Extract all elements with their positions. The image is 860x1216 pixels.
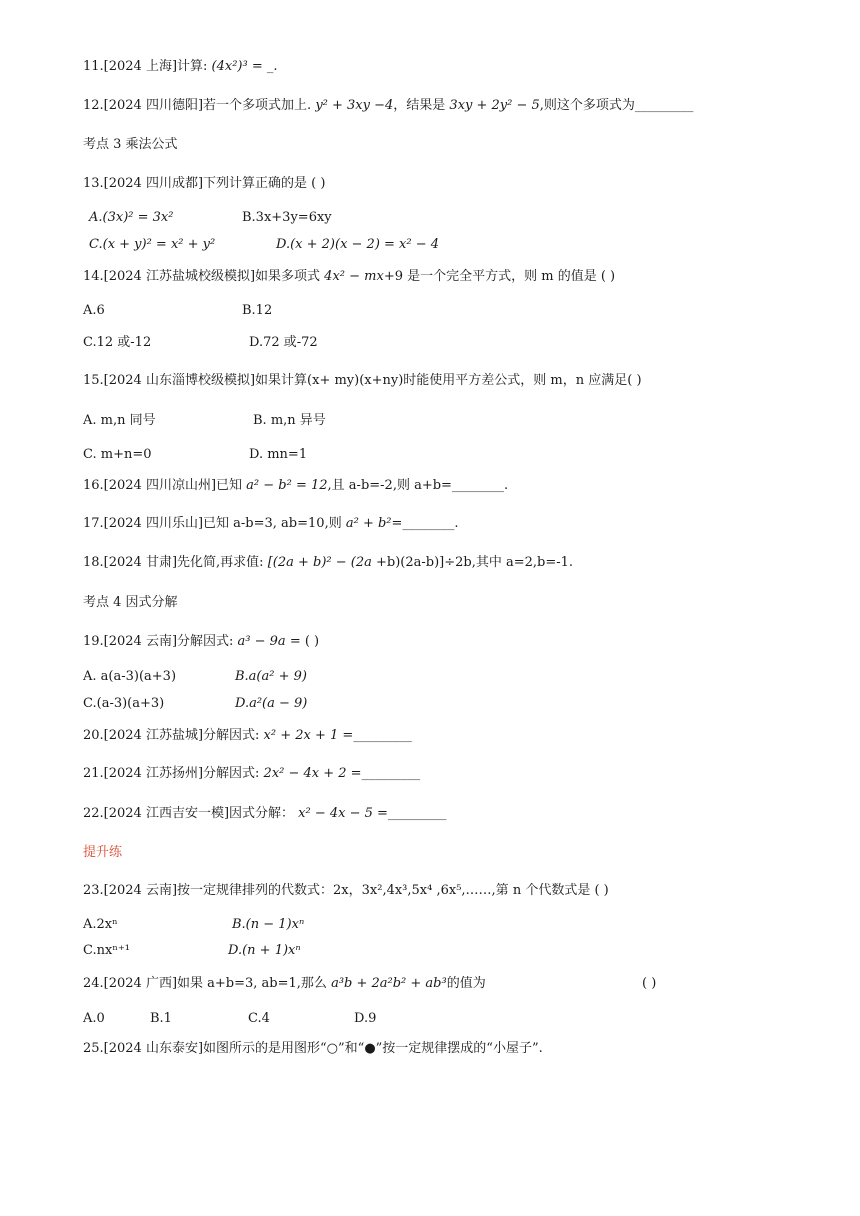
option-d: D.(n + 1)xⁿ <box>228 943 301 958</box>
answer-paren: ( ) <box>642 976 657 991</box>
math-expression: a² + b² <box>345 516 392 531</box>
question-13: 13.[2024 四川成都]下列计算正确的是 ( ) <box>83 176 326 191</box>
question-23: 23.[2024 云南]按一定规律排列的代数式：2x，3x²,4x³,5x⁴ ,6x⁵,……,第 n 个代数式是 ( ) <box>83 883 609 898</box>
question-21: 21.[2024 江苏扬州]分解因式: 2x² − 4x + 2 =_________ <box>83 766 421 781</box>
question-20: 20.[2024 江苏盐城]分解因式: x² + 2x + 1 =_________ <box>83 728 412 743</box>
math-expression: (4x²)³ = _. <box>211 59 278 74</box>
question-16: 16.[2024 四川凉山州]已知 a² − b² = 12,且 a-b=-2,则 a+b=________. <box>83 478 509 493</box>
option-a: A.(3x)² = 3x² <box>89 210 174 225</box>
option-a: A.2xⁿ <box>83 917 118 932</box>
question-11: 11.[2024 上海]计算: (4x²)³ = _. <box>83 59 278 74</box>
math-expression: 4x² − mx <box>324 269 384 284</box>
option-d: D.9 <box>354 1011 377 1026</box>
math-expression: x² + 2x + 1 = <box>263 728 354 743</box>
option-d: D.(x + 2)(x − 2) = x² − 4 <box>276 237 440 252</box>
math-expression: a³ − 9a = <box>237 634 301 649</box>
option-a: A.6 <box>83 303 105 318</box>
option-a: A. m,n 同号 <box>83 413 156 428</box>
question-22: 22.[2024 江西吉安一模]因式分解： x² − 4x − 5 =_________ <box>83 806 447 821</box>
question-18: 18.[2024 甘肃]先化简,再求值: [(2a + b)² − (2a +b)(2a-b)]÷2b,其中 a=2,b=-1. <box>83 555 574 570</box>
option-c: C.(x + y)² = x² + y² <box>89 237 216 252</box>
option-b: B.3x+3y=6xy <box>242 210 332 225</box>
question-25: 25.[2024 山东泰安]如图所示的是用图形“○”和“●”按一定规律摆成的“小屋子”. <box>83 1041 543 1056</box>
question-12: 12.[2024 四川德阳]若一个多项式加上. y² + 3xy −4，结果是 3xy + 2y² − 5,则这个多项式为_________ <box>83 98 694 113</box>
math-expression: a² − b² = 12 <box>246 478 328 493</box>
option-c: C.12 或-12 <box>83 335 152 350</box>
option-d: D.72 或-72 <box>249 335 318 350</box>
section-heading-3: 考点 3 乘法公式 <box>83 137 178 152</box>
math-expression: 3xy + 2y² − 5 <box>449 98 540 113</box>
section-heading-4: 考点 4 因式分解 <box>83 595 178 610</box>
section-heading-advanced: 提升练 <box>83 845 123 860</box>
question-15: 15.[2024 山东淄博校级模拟]如果计算(x+ my)(x+ny)时能使用平方差公式，则 m，n 应满足( ) <box>83 373 642 388</box>
option-c: C. m+n=0 <box>83 447 152 462</box>
question-14: 14.[2024 江苏盐城校级模拟]如果多项式 4x² − mx+9 是一个完全平方式，则 m 的值是 ( ) <box>83 269 616 284</box>
option-b: B.(n − 1)xⁿ <box>232 917 305 932</box>
question-24: 24.[2024 广西]如果 a+b=3, ab=1,那么 a³b + 2a²b² + ab³的值为 <box>83 976 486 991</box>
option-b: B.1 <box>150 1011 172 1026</box>
option-b: B.a(a² + 9) <box>235 669 307 684</box>
option-c: C.4 <box>248 1011 270 1026</box>
question-17: 17.[2024 四川乐山]已知 a-b=3, ab=10,则 a² + b²=________. <box>83 516 459 531</box>
option-b: B. m,n 异号 <box>253 413 326 428</box>
option-a: A. a(a-3)(a+3) <box>83 669 177 684</box>
option-c: C.(a-3)(a+3) <box>83 696 165 711</box>
option-d: D.a²(a − 9) <box>235 696 308 711</box>
math-expression: 2x² − 4x + 2 = <box>263 766 362 781</box>
option-c: C.nxⁿ⁺¹ <box>83 943 131 958</box>
math-expression: x² − 4x − 5 = <box>298 806 388 821</box>
option-a: A.0 <box>83 1011 105 1026</box>
math-expression: a³b + 2a²b² + ab³ <box>331 976 447 991</box>
question-19: 19.[2024 云南]分解因式: a³ − 9a = ( ) <box>83 634 320 649</box>
math-expression: [(2a + b)² − (2a <box>267 555 372 570</box>
math-expression: y² + 3xy −4 <box>315 98 394 113</box>
option-b: B.12 <box>242 303 273 318</box>
option-d: D. mn=1 <box>249 447 308 462</box>
